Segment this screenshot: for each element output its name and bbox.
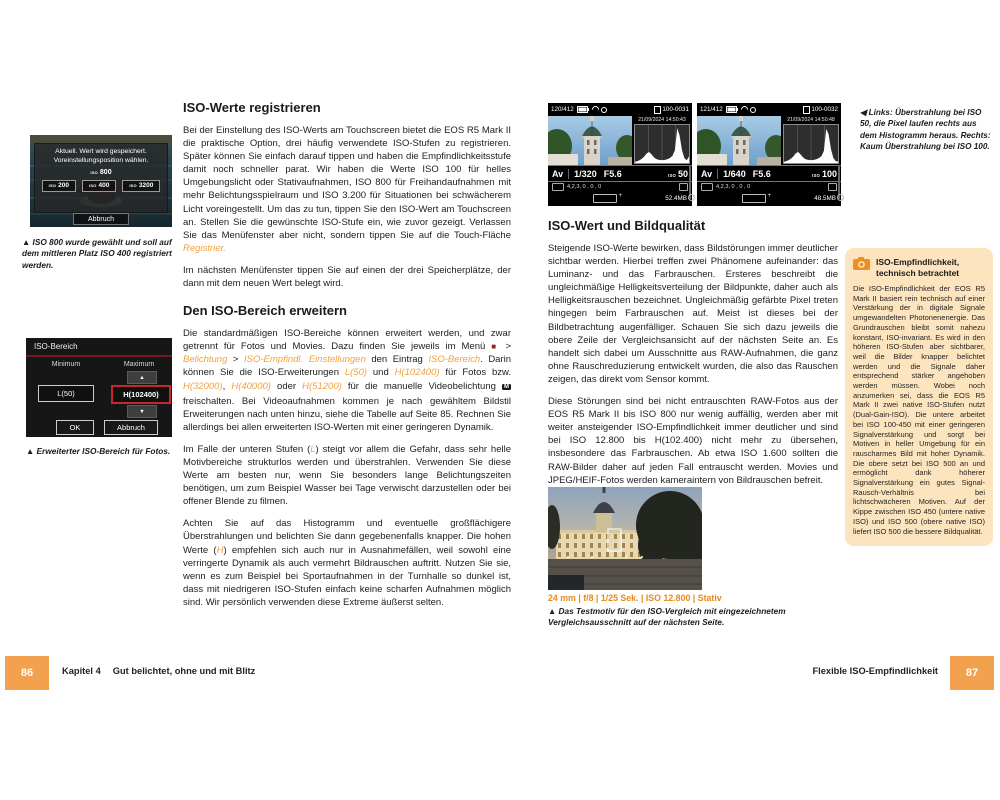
shooting-mode: Av bbox=[552, 169, 569, 179]
file-number: 100-0031 bbox=[654, 106, 689, 114]
cancel-button[interactable]: Abbruch bbox=[104, 420, 158, 435]
battery-icon bbox=[577, 106, 588, 113]
page-number-right: 87 bbox=[950, 656, 994, 690]
file-size: 48.5MB bbox=[814, 194, 836, 202]
paragraph: Die standardmäßigen ISO-Bereiche können erweitert werden, und zwar getrennt für Fotos und Movies. Dazu finden Sie jeweils im Menü ■ > Belichtung > ISO-Empfindl. Einstellungen den Eintrag ISO-Bereich. Darin können Sie die ISO-Erweiterungen L(50) und H(102400) für Fotos bzw. H(32000), H(40000) oder H(51200) für die manuelle Videobelichtung M freischalten. Bei Videoaufnahmen kommen je nach gewähltem Bildstil Erweiterungen nach unten hinzu, siehe die Tabelle auf Seite 85. Rechnen Sie allerdings bei allen erweiterten ISO-Werten mit einer geringeren Dynamik. bbox=[183, 328, 512, 433]
dialog-text: Voreinstellungsposition wählen. bbox=[53, 156, 149, 164]
caption-register: ▲ ISO 800 wurde gewählt und soll auf dem mittleren Platz ISO 400 registriert werden. bbox=[22, 237, 172, 270]
photo-thumbnail bbox=[697, 116, 781, 165]
ok-button[interactable]: OK bbox=[56, 420, 94, 435]
section-heading: ISO-Wert und Bildqualität bbox=[548, 218, 706, 233]
left-text-column bbox=[183, 100, 511, 618]
file-size: 52.4MB bbox=[665, 194, 687, 202]
playback-main bbox=[697, 116, 841, 165]
iso-icon: ISO bbox=[129, 183, 137, 189]
iso-icon: ISO bbox=[90, 169, 98, 175]
wifi-icon bbox=[740, 107, 747, 113]
capture-datetime: 21/09/2024 14:50:43 bbox=[638, 117, 686, 123]
picture-style-values: 4,2,3, 0 , 0 , 0 bbox=[716, 184, 751, 190]
paragraph: Steigende ISO-Werte bewirken, dass Bildstörungen immer deutlicher sichtbar werden. Hierbei treffen zwei Phänomene aufeinander: das Luminanz- und das Farbrauschen. Ersteres beschreibt die ungleichmäßige Helligkeitsverteilung der Bildpunkte, daher auch als Helligkeitsrauschen bezeichnet. Ungleichmäßig gefärbte Pixel treten hingegen beim Farbrauschen auf. Meist ist dieses bei der Bildbetrachtung augenfälliger. Schauen Sie sich dazu jeweils die obere Zeile der Vergleichsansicht auf der nächsten Seite an. Es handelt sich dabei um Ausschnitte aus RAW-Aufnahmen, die ganz ohne Rauschreduzierung entwickelt wurden, die also das Rauschen zeigen, das direkt vom Sensor kommt. bbox=[548, 243, 838, 385]
arrow-down-button[interactable]: ▼ bbox=[127, 405, 157, 418]
right-text-column bbox=[548, 218, 838, 496]
histogram bbox=[783, 124, 839, 164]
iso-value: ISO 50 bbox=[668, 168, 688, 179]
image-counter: 120/412 bbox=[551, 106, 574, 113]
iso-icon: ISO bbox=[812, 172, 820, 178]
camera-screenshot-iso-register bbox=[30, 135, 172, 227]
iso-slot-button-3[interactable]: ISO 3200 bbox=[122, 180, 160, 192]
info-box-iso-technical bbox=[845, 248, 993, 546]
picture-style-values: 4,2,3, 0 , 0 , 0 bbox=[567, 184, 602, 190]
iso-register-dialog bbox=[34, 143, 168, 213]
exposure-row bbox=[697, 165, 841, 182]
cancel-button[interactable]: Abbruch bbox=[73, 213, 129, 225]
raw-jpeg-icon bbox=[593, 194, 617, 203]
camera-icon bbox=[853, 257, 870, 270]
capture-datetime: 21/09/2024 14:50:48 bbox=[787, 117, 835, 123]
raw-jpeg-icon bbox=[742, 194, 766, 203]
test-photo-palace bbox=[548, 487, 702, 590]
camera-playback-screenshot-iso50 bbox=[548, 103, 692, 206]
paragraph: Diese Störungen sind bei nicht entrauschten RAW-Fotos aus der EOS R5 Mark II bis ISO 800 nur wenig auffällig, werden aber mit weiter ansteigender ISO-Empfindlichkeit immer deutlicher und sind bei ISO 12.800 bis H(102.400) nicht mehr zu übersehen, insbesondere das Farbrauschen. Ab etwa ISO 1.600 sollten die RAW-Bilder daher auf jeden Fall entrauscht werden. Movies und JPEG/HEIF-Fotos werden kameraintern von Bildrauschen befreit. bbox=[548, 396, 838, 486]
photo-settings-line: 24 mm | f/8 | 1/25 Sek. | ISO 12.800 | Stativ bbox=[548, 593, 722, 603]
menu-divider bbox=[26, 355, 172, 357]
bottom-row bbox=[548, 192, 692, 204]
aperture: F5.6 bbox=[603, 168, 622, 179]
chapter-label: Kapitel 4 bbox=[62, 666, 101, 676]
card-icon bbox=[654, 106, 661, 114]
battery-icon bbox=[726, 106, 737, 113]
iso-icon: ISO bbox=[48, 183, 57, 189]
white-balance-icon bbox=[701, 183, 713, 191]
shutter-speed: 1/320 bbox=[574, 168, 597, 179]
dynamic-range-icon bbox=[679, 183, 688, 191]
meta-row bbox=[697, 182, 841, 192]
caption-iso-range: ▲ Erweiterter ISO-Bereich für Fotos. bbox=[26, 446, 171, 456]
section-heading: Den ISO-Bereich erweitern bbox=[183, 303, 347, 319]
playback-info-panel bbox=[781, 116, 841, 165]
photo-thumbnail bbox=[548, 116, 632, 165]
section-heading: ISO-Werte registrieren bbox=[183, 100, 321, 115]
playback-info-panel bbox=[632, 116, 692, 165]
camera-playback-screenshot-iso100 bbox=[697, 103, 841, 206]
meta-row bbox=[548, 182, 692, 192]
maximum-value-field[interactable]: H(102400) bbox=[111, 385, 171, 404]
current-iso-value: ISO 800 bbox=[90, 168, 112, 176]
caption-test-photo: ▲ Das Testmotiv für den ISO-Vergleich mit eingezeichnetem Vergleichsausschnitt auf der nächsten Seite. bbox=[548, 606, 786, 628]
dialog-text: Aktuell. Wert wird gespeichert. bbox=[55, 148, 147, 155]
iso-icon: ISO bbox=[89, 183, 97, 189]
chapter-title: Gut belichtet, ohne und mit Blitz bbox=[112, 666, 256, 676]
iso-slot-button-2[interactable]: ISO 400 bbox=[82, 180, 116, 192]
file-number: 100-0032 bbox=[803, 106, 838, 114]
status-icon bbox=[601, 107, 607, 113]
info-box-header bbox=[853, 257, 985, 278]
info-box-body: Die ISO-Empfindlichkeit der EOS R5 Mark II basiert rein technisch auf einer Verstärkung der in digitale Signale umgewandelten Photonenenergie. Das Grundrauschen bleibt somit nahezu konstant, ISO-invariant. Es wird in den höheren ISO-Stufen aber sichtbarer, weil die Bilder knapper belichtet werden und die Signale daher entsprechend stärker angehoben werden müssen. Wobei noch anzumerken sei, dass die EOS R5 Mark II zwei native ISO-Stufen nutzt (Dual-Gain-ISO). Die untere arbeitet bei ISO 100-450 mit einer geringeren Signalverstärkung und sorgt bei Motiven in heller Umgebung für ein rauscharmes Bild mit hoher Dynamik. Die obere setzt bei ISO 500 an und ermöglicht dank höherer Signalverstärkung ein gutes Signal-Rausch-Verhältnis bei lichtschwächeren Motiven. Auf der Kippe zwischen ISO 450 (untere native ISO) und ISO 500 (obere native ISO) liefert ISO 500 die bessere Bildqualität. bbox=[853, 284, 985, 536]
white-balance-icon bbox=[552, 183, 564, 191]
arrow-up-button[interactable]: ▲ bbox=[127, 371, 157, 384]
status-icon bbox=[750, 107, 756, 113]
playback-main bbox=[548, 116, 692, 165]
footer-right: Flexible ISO-Empfindlichkeit bbox=[812, 666, 938, 676]
scrollbar[interactable] bbox=[689, 165, 691, 199]
iso-icon: ISO bbox=[668, 172, 676, 178]
minimum-value-button[interactable]: L(50) bbox=[38, 385, 94, 402]
iso-slot-button-1[interactable]: ISO 200 bbox=[42, 180, 76, 192]
wifi-icon bbox=[591, 107, 598, 113]
card-icon bbox=[803, 106, 810, 114]
shooting-mode: Av bbox=[701, 169, 718, 179]
paragraph: Im Falle der unteren Stufen (L) steigt vor allem die Gefahr, dass sehr helle Motivbereiche strukturlos werden und überstrahlen. Verwenden Sie diese Werte am besten nur, wenn Sie besonders lange Belichtungszeiten benötigen, um zum Beispiel Wasser bei Tage verwischt darzustellen oder bei offener Blende zu filmen. bbox=[183, 443, 512, 508]
histogram bbox=[634, 124, 690, 164]
paragraph: Im nächsten Menüfenster tippen Sie auf einen der drei Speicherplätze, der dann mit dem neuen Wert belegt wird. bbox=[183, 264, 511, 290]
camera-screenshot-iso-range bbox=[26, 338, 172, 437]
footer-left bbox=[62, 666, 255, 676]
maximum-label: Maximum bbox=[123, 361, 155, 368]
bottom-row bbox=[697, 192, 841, 204]
minimum-label: Minimum bbox=[51, 361, 81, 368]
iso-value: ISO 100 bbox=[812, 168, 837, 179]
page-number-left: 86 bbox=[5, 656, 49, 690]
playback-top-bar bbox=[697, 103, 841, 116]
exposure-row bbox=[548, 165, 692, 182]
playback-top-bar bbox=[548, 103, 692, 116]
caption-playback-comparison: ◀ Links: Überstrahlung bei ISO 50, die Pixel laufen rechts aus dem Histogramm heraus. Rechts: Kaum Überstrahlung bei ISO 100. bbox=[860, 108, 991, 152]
shutter-speed: 1/640 bbox=[723, 168, 746, 179]
scrollbar[interactable] bbox=[838, 165, 840, 199]
menu-title: ISO-Bereich bbox=[34, 342, 78, 351]
info-box-title: ISO-Empfindlichkeit, technisch betrachtet bbox=[876, 257, 960, 278]
dynamic-range-icon bbox=[828, 183, 837, 191]
aperture: F5.6 bbox=[752, 168, 771, 179]
iso-slot-row bbox=[35, 180, 167, 192]
paragraph: Bei der Einstellung des ISO-Werts am Touchscreen bietet die EOS R5 Mark II die praktische Option, drei häufig verwendete ISO-Stufen zu registrieren. Später können Sie einfach darauf tippen und haben die Empfindlichkeitsstufe damit noch schneller parat. Wir haben die Werte ISO 100 für helles Umgebungslicht oder Stativaufnahmen, ISO 800 für Freihandaufnahmen mit mehr Belichtungsspielraum und ISO 3.200 für Situationen bei schwächerem Licht voreingestellt. Um das zu tun, tippen Sie den ISO-Wert am Touchscreen an. Stellen Sie die gewünschte ISO-Stufe ein, wie zuvor gezeigt. Verlassen Sie das Menüfenster aber nicht, sondern tippen Sie auf die Touch-Fläche Registrier. bbox=[183, 125, 511, 254]
image-counter: 121/412 bbox=[700, 106, 723, 113]
paragraph: Achten Sie auf das Histogramm und eventuelle großflächigere Überstrahlungen und belichten Sie dann gegebenenfalls knapper. Die hohen Werte (H) empfehlen sich auch nur in Ausnahmefällen, weil sowohl eine verringerte Dynamik als auch vermehrt Bildrauschen auftritt. Nutzen Sie sie, wenn es zum Beispiel bei Sportaufnahmen in der Turnhalle so dunkel ist, dass mit niedrigeren ISO-Stufen einfach keine scharfen Aufnahmen möglich sind. Wir persönlich verwenden diese Extreme äußerst selten. bbox=[183, 518, 512, 608]
